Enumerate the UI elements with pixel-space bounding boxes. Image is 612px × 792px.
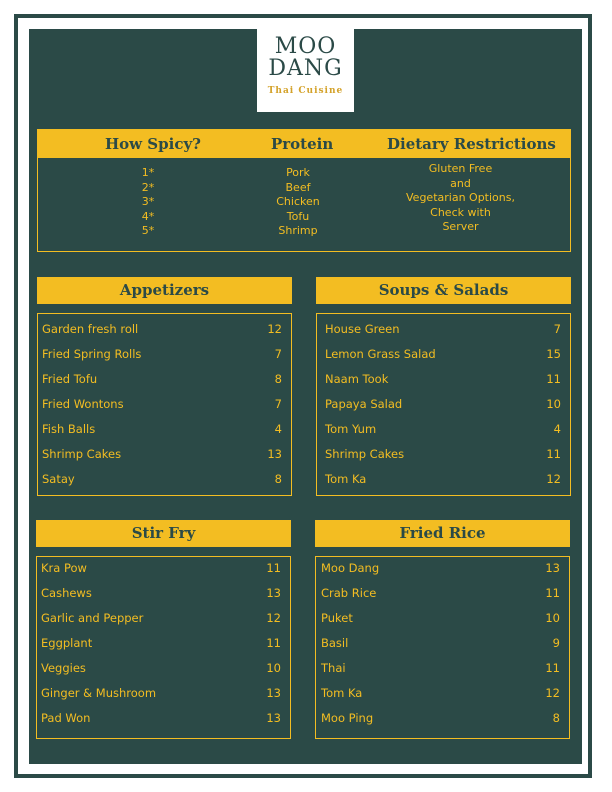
item-price: 4 (274, 422, 282, 436)
item-price: 8 (552, 711, 560, 725)
item-price: 10 (545, 611, 560, 625)
menu-item (38, 447, 291, 467)
item-price: 7 (274, 347, 282, 361)
item-name: Shrimp Cakes (325, 447, 405, 461)
item-price: 11 (545, 661, 560, 675)
menu-item (38, 322, 291, 342)
item-name: Eggplant (41, 636, 93, 650)
spicy-heading: How Spicy? (105, 135, 201, 153)
protein-item: Chicken (276, 195, 320, 208)
protein-item: Shrimp (278, 224, 318, 237)
spicy-level: 4* (141, 209, 155, 223)
menu-item (316, 586, 569, 606)
item-name: Shrimp Cakes (42, 447, 122, 461)
menu-item (37, 561, 290, 581)
menu-item (317, 397, 570, 417)
dietary-heading: Dietary Restrictions (387, 135, 556, 153)
item-price: 13 (266, 586, 281, 600)
soups-list (316, 313, 571, 496)
item-price: 7 (274, 397, 282, 411)
item-name: Tom Yum (325, 422, 377, 436)
spicy-level: 2* (141, 180, 155, 194)
menu-item (316, 661, 569, 681)
item-price: 15 (546, 347, 561, 361)
item-name: Crab Rice (321, 586, 377, 600)
menu-item (316, 711, 569, 731)
item-name: Pad Won (41, 711, 91, 725)
item-price: 11 (266, 636, 281, 650)
appetizers-list (37, 313, 292, 496)
menu-item (317, 472, 570, 492)
menu-item (316, 636, 569, 656)
item-price: 9 (552, 636, 560, 650)
options-box (37, 129, 571, 252)
item-price: 8 (274, 472, 282, 486)
dietary-line: and (450, 176, 471, 190)
item-price: 8 (274, 372, 282, 386)
item-price: 12 (546, 472, 561, 486)
item-price: 12 (266, 611, 281, 625)
friedrice-list (315, 556, 570, 739)
item-price: 12 (267, 322, 282, 336)
item-name: Puket (321, 611, 353, 625)
spicy-levels (128, 166, 168, 239)
dietary-line: Gluten Free (428, 162, 493, 175)
menu-item (37, 686, 290, 706)
menu-item (317, 447, 570, 467)
dietary-line: Check with (430, 205, 491, 219)
protein-item: Pork (286, 166, 310, 179)
item-name: Garlic and Pepper (41, 611, 144, 625)
item-name: Papaya Salad (325, 397, 403, 411)
item-name: Fried Tofu (42, 372, 98, 386)
protein-item: Tofu (286, 209, 310, 223)
menu-item (316, 611, 569, 631)
protein-list (258, 166, 338, 239)
item-name: Cashews (41, 586, 92, 600)
item-price: 13 (266, 711, 281, 725)
spicy-level: 1* (141, 166, 155, 179)
menu-item (38, 372, 291, 392)
item-price: 11 (546, 372, 561, 386)
protein-item: Beef (285, 180, 311, 194)
item-name: Fried Wontons (42, 397, 124, 411)
menu-item (38, 422, 291, 442)
item-price: 12 (545, 686, 560, 700)
spicy-level: 3* (141, 195, 155, 208)
item-price: 13 (545, 561, 560, 575)
logo-subtitle: Thai Cuisine (267, 86, 344, 96)
menu-item (317, 422, 570, 442)
item-price: 13 (267, 447, 282, 461)
restaurant-logo (257, 28, 354, 112)
menu-item (38, 472, 291, 492)
stirfry-list (36, 556, 291, 739)
item-price: 11 (266, 561, 281, 575)
spicy-level: 5* (141, 224, 155, 237)
item-name: Moo Dang (321, 561, 380, 575)
item-name: Fish Balls (42, 422, 96, 436)
item-name: Moo Ping (321, 711, 374, 725)
stirfry-heading: Stir Fry (36, 520, 291, 547)
item-name: Veggies (41, 661, 86, 675)
menu-item (38, 347, 291, 367)
menu-item (317, 347, 570, 367)
item-name: House Green (325, 322, 400, 336)
item-price: 13 (266, 686, 281, 700)
item-name: Thai (321, 661, 346, 675)
menu-item (317, 372, 570, 392)
item-name: Satay (42, 472, 75, 486)
item-name: Kra Pow (41, 561, 87, 575)
item-price: 7 (553, 322, 561, 336)
item-name: Tom Ka (321, 686, 363, 700)
item-price: 10 (266, 661, 281, 675)
item-name: Fried Spring Rolls (42, 347, 142, 361)
item-price: 10 (546, 397, 561, 411)
menu-item (37, 611, 290, 631)
logo-line-1: MOO (274, 34, 337, 59)
menu-item (37, 711, 290, 731)
options-header (38, 130, 570, 158)
item-name: Tom Ka (325, 472, 367, 486)
item-name: Ginger & Mushroom (41, 686, 157, 700)
menu-item (37, 636, 290, 656)
menu-item (38, 397, 291, 417)
protein-heading: Protein (271, 135, 334, 153)
logo-line-2: DANG (268, 56, 343, 81)
item-name: Lemon Grass Salad (325, 347, 436, 361)
menu-item (37, 586, 290, 606)
item-price: 11 (546, 447, 561, 461)
item-price: 4 (553, 422, 561, 436)
item-price: 11 (545, 586, 560, 600)
item-name: Garden fresh roll (42, 322, 139, 336)
appetizers-heading: Appetizers (37, 277, 292, 304)
dietary-line: Vegetarian Options, (406, 191, 515, 204)
item-name: Basil (321, 636, 349, 650)
menu-item (316, 686, 569, 706)
friedrice-heading: Fried Rice (315, 520, 570, 547)
item-name: Naam Took (325, 372, 389, 386)
menu-item (317, 322, 570, 342)
soups-heading: Soups & Salads (316, 277, 571, 304)
menu-item (37, 661, 290, 681)
menu-item (316, 561, 569, 581)
dietary-line: Server (442, 220, 479, 233)
dietary-note (393, 162, 528, 235)
